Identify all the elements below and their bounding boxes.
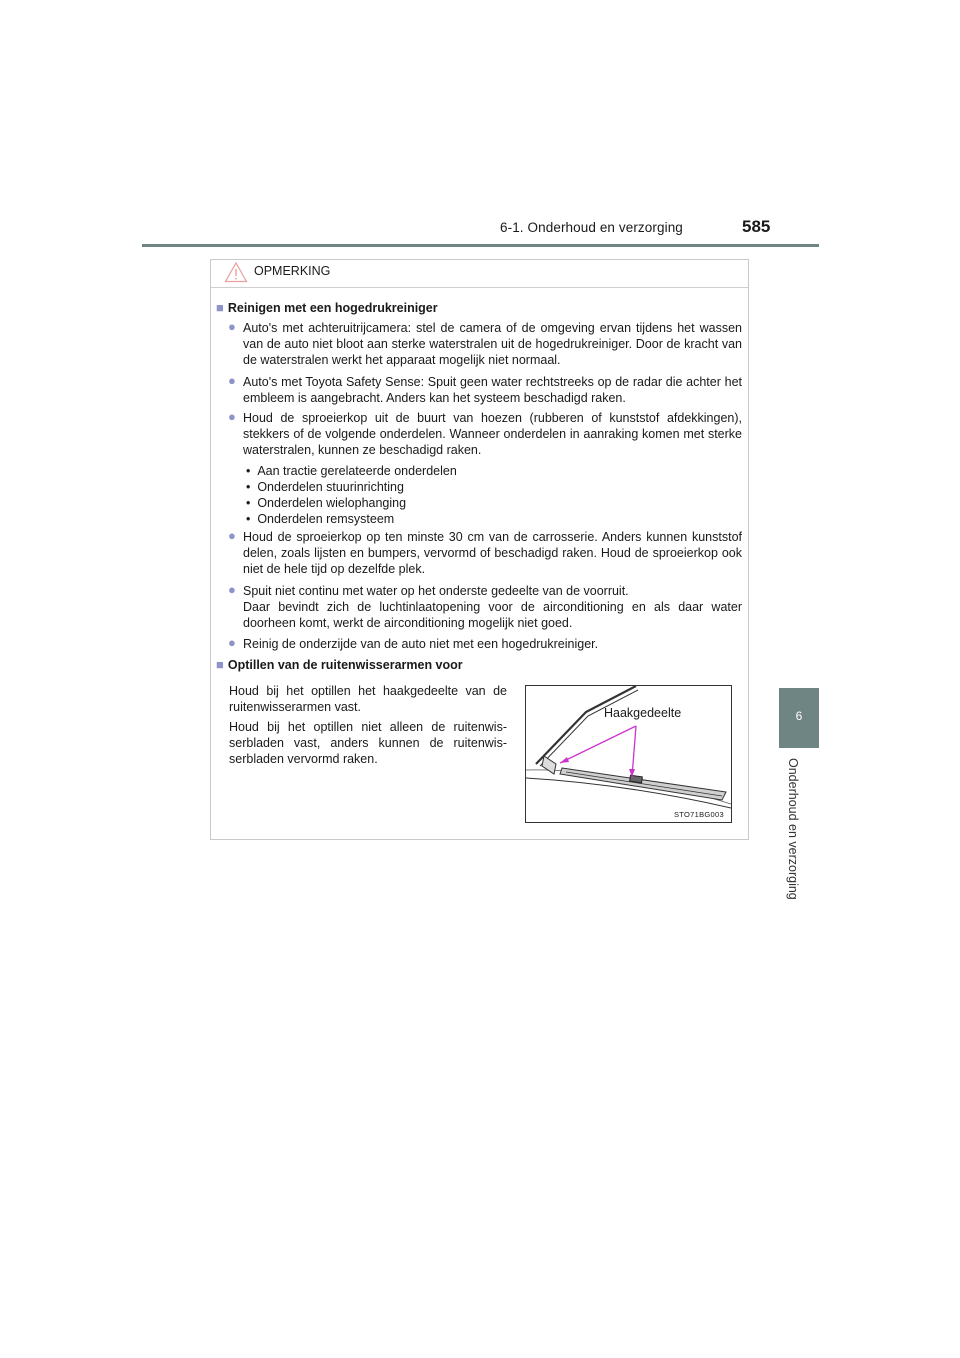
bullet-text: Auto's met achteruitrijcamera: stel de camera of de omgeving ervan tijdens het wassen van de auto niet bloot aan sterke waterstralen uit de hogedrukreiniger. Door de kracht van de waterstralen werkt het apparaat mogelijk niet normaal. [243, 321, 742, 367]
page-number: 585 [742, 217, 771, 236]
sub-list-item: • Onderdelen remsysteem [246, 512, 395, 526]
section-heading [216, 657, 463, 672]
bullet-dot-icon: ● [228, 528, 236, 543]
notice-title: OPMERKING [254, 264, 331, 278]
sub-list-item: • Onderdelen stuurinrichting [246, 480, 404, 494]
sub-list-item-text: Onderdelen remsysteem [257, 512, 395, 526]
header-rule [142, 244, 819, 247]
bullet-dot-icon: ● [228, 373, 236, 388]
bullet-text: Houd de sproeierkop uit de buurt van hoezen (rubberen of kunststof afdekkingen), stekkers of de volgende onderdelen. Wanneer onderdelen in aanraking komen met sterke waterstralen, kunnen ze beschadigd raken. [243, 411, 742, 457]
figure-callout: Haakgedeelte [604, 706, 682, 720]
bullet-text-continued: Daar bevindt zich de luchtinlaatopening voor de airconditioning en als daar water doorheen komt, werkt de airconditioning mogelijk niet goed. [243, 600, 742, 630]
sub-list-item: • Aan tractie gerelateerde onderdelen [246, 464, 457, 478]
section-heading-text: Reinigen met een hogedrukreiniger [227, 301, 438, 315]
bullet-dot-icon: ● [228, 319, 236, 334]
wiper-illustration [525, 685, 732, 823]
bullet-text: Reinig de onderzijde van de auto niet met een hogedrukreiniger. [243, 637, 599, 651]
bullet-text: Houd de sproeierkop op ten minste 30 cm van de carrosserie. Anders kunnen kunststof delen, zoals lijsten en bumpers, vervormd of beschadigd raken. Houd de sproeierkop ook niet de hele tijd op dezelfde plek. [243, 530, 742, 576]
bullet-text: Spuit niet continu met water op het onderste gedeelte van de voorruit. [243, 584, 629, 598]
chapter-label: Onderhoud en verzorging [786, 758, 800, 900]
bullet-dot-icon: ● [228, 409, 236, 424]
sub-list-item-text: Aan tractie gerelateerde onderdelen [257, 464, 457, 478]
sub-list-item: • Onderdelen wielophanging [246, 496, 407, 510]
warning-triangle-icon [224, 261, 248, 283]
bullet-text: Auto's met Toyota Safety Sense: Spuit geen water rechtstreeks op de radar die achter het embleem is aangebracht. Anders kan het systeem beschadigd raken. [243, 375, 742, 405]
square-bullet-icon: ■ [216, 657, 224, 672]
paragraph: Houd bij het optillen het haakgedeelte van de ruitenwisserarmen vast. [229, 684, 507, 714]
figure-code: STO71BG003 [674, 810, 724, 819]
bullet-dot-icon: ● [228, 635, 236, 650]
section-heading-text: Optillen van de ruitenwisserarmen voor [227, 658, 463, 672]
section-heading [216, 300, 438, 315]
bullet-dot-icon: ● [228, 582, 236, 597]
chapter-number: 6 [795, 709, 803, 723]
square-bullet-icon: ■ [216, 300, 224, 315]
paragraph: Houd bij het optillen niet alleen de ruitenwis-serbladen vast, anders kunnen de ruitenwis-serbladen vervormd raken. [229, 720, 507, 766]
section-title: 6-1. Onderhoud en verzorging [500, 220, 683, 235]
sub-list-item-text: Onderdelen stuurinrichting [257, 480, 404, 494]
sub-list-item-text: Onderdelen wielophanging [257, 496, 407, 510]
